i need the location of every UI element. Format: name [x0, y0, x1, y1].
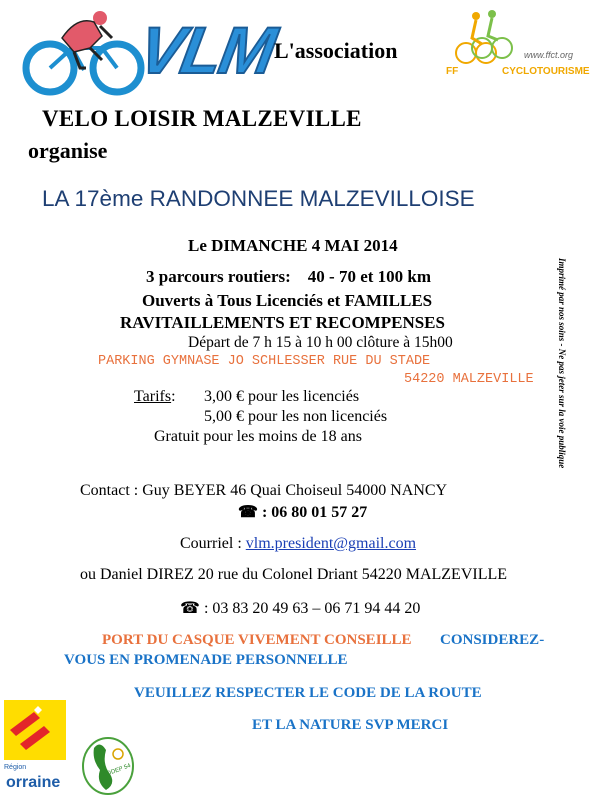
codep-label: CODEP 54 [101, 763, 132, 779]
region-name: orraine [6, 774, 61, 791]
tarifs-colon: : [171, 388, 176, 405]
tarifs-word: Tarifs [134, 388, 172, 405]
ravitaillements-line: RAVITAILLEMENTS ET RECOMPENSES [120, 313, 445, 332]
email-link[interactable]: vlm.president@gmail.com [245, 535, 417, 552]
courriel-row [180, 535, 416, 553]
depart-line: Départ de 7 h 15 à 10 h 00 clôture à 15h00 [188, 334, 453, 351]
courriel-label: Courriel : [180, 535, 246, 552]
lorraine-emblem [4, 700, 66, 760]
association-label: L'association [274, 38, 398, 63]
contact-phone: : 06 80 01 57 27 [261, 504, 368, 521]
vlm-logo-text: VLM [133, 13, 280, 87]
promenade-notice: VOUS EN PROMENADE PERSONNELLE [64, 652, 348, 668]
ouverts-line: Ouverts à Tous Licenciés et FAMILLES [142, 291, 433, 310]
lorraine-logo [0, 696, 70, 796]
tarifs-label [134, 388, 176, 406]
alt-contact-line: ou Daniel DIREZ 20 rue du Colonel Driant 54220 MALZEVILLE [80, 566, 508, 583]
event-title: LA 17ème RANDONNEE MALZEVILLOISE [42, 186, 475, 211]
region-small: Région [4, 764, 27, 771]
ffct-logo [446, 8, 590, 88]
club-name: VELO LOISIR MALZEVILLE [42, 106, 362, 131]
ffct-url: www.ffct.org [524, 50, 574, 60]
alt-phone-row [180, 598, 420, 618]
parking-line-2: 54220 MALZEVILLE [404, 372, 534, 387]
parking-line-1: PARKING GYMNASE JO SCHLESSER RUE DU STADE [98, 354, 431, 369]
parcours-line: 3 parcours routiers: 40 - 70 et 100 km [146, 267, 432, 286]
codep-logo [80, 730, 136, 796]
contact-phone-row [238, 502, 367, 522]
tarif-licencies: 3,00 € pour les licenciés [204, 388, 360, 405]
contact-line: Contact : Guy BEYER 46 Quai Choiseul 54000 NANCY [80, 482, 448, 499]
tarif-non-licencies: 5,00 € pour les non licenciés [204, 408, 388, 425]
alt-phone: : 03 83 20 49 63 – 06 71 94 44 20 [203, 600, 421, 617]
tarif-gratuit: Gratuit pour les moins de 18 ans [154, 428, 362, 445]
nature-notice: ET LA NATURE SVP MERCI [252, 717, 449, 733]
side-note: Imprimé par nos soins - Ne pas jeter sur la voie publique [557, 258, 567, 469]
lorraine-cross-icon [4, 700, 66, 760]
organise-label: organise [28, 138, 108, 163]
phone-icon: ☎ [238, 504, 258, 521]
code-route-notice: VEUILLEZ RESPECTER LE CODE DE LA ROUTE [134, 685, 482, 701]
ffct-left: FF [446, 66, 459, 77]
event-date: Le DIMANCHE 4 MAI 2014 [188, 236, 398, 255]
considerez-notice: CONSIDEREZ- [440, 632, 545, 648]
casque-notice: PORT DU CASQUE VIVEMENT CONSEILLE [102, 632, 412, 648]
ffct-right: CYCLOTOURISME [502, 66, 590, 77]
phone-icon: ☎ [180, 600, 200, 617]
